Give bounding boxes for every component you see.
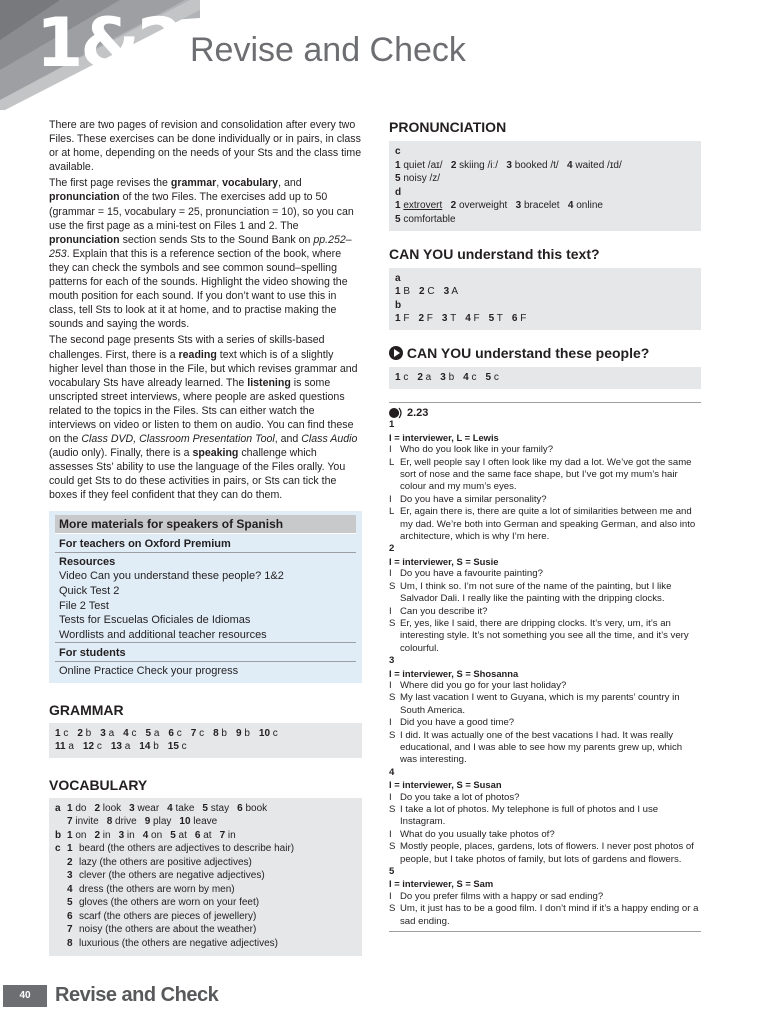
answer-item: 2 in bbox=[94, 829, 111, 841]
answer-item: 5 c bbox=[485, 371, 499, 383]
answer-item: 3 a bbox=[100, 727, 115, 739]
answer-item: 1 F bbox=[395, 313, 410, 325]
answer-item: 1 do bbox=[67, 802, 87, 814]
answer-item: 5 at bbox=[170, 829, 187, 841]
vocabulary-title: VOCABULARY bbox=[49, 776, 148, 793]
answer-item: 15 c bbox=[167, 741, 187, 753]
answer-item: 1 B bbox=[395, 286, 411, 298]
grammar-title: GRAMMAR bbox=[49, 701, 124, 718]
answer-item: 7 invite bbox=[67, 816, 99, 828]
script-line: L Er, again there is, there are quite a lot of similarities between me and my dad. We’re both into German and speaking German, and also into architecture, which is why I’m here. bbox=[389, 506, 696, 543]
intro-paragraph-3: The second page presents Sts with a series of skills-based challenges. First, there is a reading text which is of a slightly higher level than those in the File, but which revises grammar and vocabulary Sts have already learned. The listening is some unscripted street interviews, where people are asked questions related to the topics in the Files. Sts can either watch the interviews on video or listen to them on audio. You can find these on the Class DVD, Classroom Presentation Tool, and Class Audio (audio only). Finally, there is a speaking challenge which assesses Sts’ ability to use the language of the Files orally. You could get Sts to do these activities in pairs, or Sts can tick the boxes if they feel confident that they can do them. bbox=[49, 334, 358, 502]
interview-number: 5 bbox=[389, 866, 395, 878]
answer-item: 2 a bbox=[417, 371, 432, 383]
script-line: S My last vacation I went to Guyana, which is my parents’ country in South America. bbox=[389, 692, 680, 716]
vocabulary-item: 3 clever (the others are negative adjectives) bbox=[67, 870, 265, 882]
resource-item[interactable]: Video Can you understand these people? 1&2 bbox=[59, 570, 284, 583]
answer-item: 4 take bbox=[167, 802, 195, 814]
resource-item[interactable]: Wordlists and additional teacher resources bbox=[59, 628, 267, 641]
vocabulary-item: 1 beard (the others are adjectives to describe hair) bbox=[67, 843, 295, 855]
script-line: I What do you usually take photos of? bbox=[389, 828, 555, 840]
vocabulary-row bbox=[67, 802, 275, 816]
materials-title: More materials for speakers of Spanish bbox=[55, 515, 356, 534]
reading-row bbox=[395, 312, 695, 326]
vocabulary-item: 7 noisy (the others are about the weather) bbox=[67, 924, 257, 936]
vocabulary-key: a 1 do 2 look 3 wear 4 take 5 stay 6 book 7 invite 8 drive 9 play 10 leave b 1 on 2 in 3 in 4 on 5 at 6 at 7 in c 1 beard (the others are adjectives to describe hair) 2 lazy (the others are positive adjectives) 3 clever (the others are negative adjectives) 4 dress (the others are worn by men) 5 gloves (the others are worn on your feet) 6 scarf (the others are pieces of jewellery) 7 noisy (the others are about the weather) 8 luxurious (the others are negative adjectives) bbox=[49, 798, 362, 957]
vocabulary-item: 2 lazy (the others are positive adjectives) bbox=[67, 856, 252, 868]
answer-item: 5 stay bbox=[202, 802, 230, 814]
speaker-key: I = interviewer, L = Lewis bbox=[389, 431, 499, 443]
answer-item: 2 look bbox=[94, 802, 122, 814]
unit-number: 1&2 bbox=[36, 4, 181, 83]
footer-title: Revise and Check bbox=[55, 984, 219, 1006]
answer-item: 13 a bbox=[110, 741, 131, 753]
answer-item: 7 in bbox=[219, 829, 236, 841]
play-icon[interactable] bbox=[389, 346, 403, 360]
speaker-key: I = interviewer, S = Susan bbox=[389, 779, 502, 791]
script-line: S Um, it just has to be a good film. I don’t mind if it’s a happy ending or a sad ending. bbox=[389, 903, 699, 927]
vocabulary-list bbox=[67, 842, 356, 950]
resource-item[interactable]: Tests for Escuelas Oficiales de Idiomas bbox=[59, 614, 251, 627]
answer-item: 3 in bbox=[118, 829, 135, 841]
vocabulary-row bbox=[67, 815, 225, 829]
reading-key: a 1 B 2 C 3 A b 1 F 2 F 3 T 4 F 5 T 6 F bbox=[389, 268, 701, 330]
answer-item: 4 F bbox=[465, 313, 480, 325]
grammar-section bbox=[49, 701, 362, 758]
answer-item: 4 on bbox=[142, 829, 163, 841]
answer-item: 3 wear bbox=[129, 802, 160, 814]
answer-item: 3 A bbox=[443, 286, 459, 298]
answer-item: 2 C bbox=[419, 286, 435, 298]
script-line: S Mostly people, places, gardens, lots of flowers. I never post photos of people, but I take photos of family, but lots of gardens and flowers. bbox=[389, 841, 694, 865]
resources-heading: Resources bbox=[59, 555, 116, 568]
answer-item: 6 book bbox=[237, 802, 268, 814]
answer-item: 2 b bbox=[77, 727, 92, 739]
answer-item: 4 c bbox=[123, 727, 137, 739]
script-line: I Do you have a favourite painting? bbox=[389, 568, 543, 580]
interview-number: 2 bbox=[389, 543, 395, 555]
answer-item: 8 b bbox=[213, 727, 227, 739]
grammar-row bbox=[55, 740, 356, 754]
audio-script bbox=[389, 402, 701, 932]
vocabulary-item: 6 scarf (the others are pieces of jewellery) bbox=[67, 910, 257, 922]
interview-number: 3 bbox=[389, 655, 395, 667]
answer-item: 1 c bbox=[395, 371, 409, 383]
page-title: Revise and Check bbox=[190, 31, 466, 69]
answer-item: 7 c bbox=[190, 727, 205, 739]
audio-track: 2.23 bbox=[389, 407, 701, 419]
answer-item: 8 drive bbox=[106, 816, 137, 828]
speaker-key: I = interviewer, S = Sam bbox=[389, 878, 494, 890]
left-column bbox=[49, 118, 362, 956]
listening-title: CAN YOU understand these people? bbox=[389, 344, 701, 362]
answer-item: 12 c bbox=[82, 741, 102, 753]
script-line: I Who do you look like in your family? bbox=[389, 444, 554, 456]
teachers-heading: For teachers on Oxford Premium bbox=[55, 534, 356, 553]
script-line: I Do you prefer films with a happy or sad ending? bbox=[389, 890, 604, 902]
script-line: I Can you describe it? bbox=[389, 605, 488, 617]
vocabulary-item: 4 dress (the others are worn by men) bbox=[67, 883, 235, 895]
answer-item: 4 c bbox=[463, 371, 477, 383]
vocabulary-item: 5 gloves (the others are worn on your feet) bbox=[67, 897, 260, 909]
resource-item[interactable]: File 2 Test bbox=[59, 599, 109, 612]
answer-item: 2 F bbox=[418, 313, 433, 325]
unit-header bbox=[0, 0, 768, 110]
answer-item: 9 play bbox=[144, 816, 172, 828]
grammar-row bbox=[55, 727, 356, 741]
answer-item: 10 c bbox=[258, 727, 278, 739]
script-line: S Um, I think so. I’m not sure of the name of the painting, but I like Salvador Dali. I really like the painting with the dripping clocks. bbox=[389, 580, 672, 605]
answer-item: 6 F bbox=[511, 313, 527, 325]
answer-item: 9 b bbox=[236, 727, 250, 739]
page-number: 40 bbox=[3, 985, 47, 1007]
grammar-key bbox=[49, 723, 362, 758]
vocabulary-item: 8 luxurious (the others are negative adjectives) bbox=[67, 937, 278, 949]
answer-item: 5 T bbox=[488, 313, 503, 325]
answer-item: 6 c bbox=[168, 727, 182, 739]
answer-item: 11 a bbox=[55, 741, 74, 753]
script-line: I Did you have a good time? bbox=[389, 717, 515, 729]
answer-item: 1 c bbox=[55, 727, 69, 739]
speaker-key: I = interviewer, S = Shosanna bbox=[389, 667, 519, 679]
right-column bbox=[389, 118, 701, 389]
interview-number: 4 bbox=[389, 766, 395, 778]
intro-paragraph-1: There are two pages of revision and consolidation after every two Files. These exercises can be done individually or in pairs, in class or at home, depending on the needs of your Sts and the class time available. bbox=[49, 119, 362, 174]
intro-paragraph-2: The first page revises the grammar, vocabulary, and pronunciation of the two Files. The exercises add up to 50 (grammar = 15, vocabulary = 25, pronunciation = 10), so you can use the first page as a mini-test on Files 1 and 2. The pronunciation section sends Sts to the Sound Bank on pp.252–253. Explain that this is a reference section of the book, where they can check the symbols and see common sound–spelling patterns for each of the sounds. Highlight the video showing the mouth position for each sound. If you don’t want to use this in class, tell Sts to look at it at home, and to practise making the sounds and saying the words. bbox=[49, 177, 354, 331]
script-line: S I did. It was actually one of the best vacations I had. It was really educational, and I was able to see how my parents grew up, which was interesting. bbox=[389, 729, 683, 766]
script-line: S I take a lot of photos. My telephone is full of photos and I use Instagram. bbox=[389, 804, 659, 828]
answer-item: 10 leave bbox=[179, 816, 218, 828]
answer-item: 5 a bbox=[145, 727, 160, 739]
script-line: S Er, yes, like I said, there are dripping clocks. It’s very, um, it’s an interesting style. It’s not something you see all the time, and it’s very colourful. bbox=[389, 617, 689, 654]
answer-item: 1 on bbox=[67, 829, 87, 841]
script-line: L Er, well people say I often look like my dad a lot. We’ve got the same sort of nose and the same face shape, but I’ve got my mum’s hair colour and my mum’s eyes. bbox=[389, 456, 692, 493]
answer-item: 14 b bbox=[139, 741, 159, 753]
script-line: I Do you take a lot of photos? bbox=[389, 791, 520, 803]
pronunciation-title: PRONUNCIATION bbox=[389, 119, 507, 135]
audio-icon[interactable] bbox=[389, 407, 403, 419]
reading-title: CAN YOU understand this text? bbox=[389, 245, 600, 262]
listening-key bbox=[389, 367, 701, 389]
script-line: I Do you have a similar personality? bbox=[389, 493, 547, 505]
vocabulary-section bbox=[49, 776, 362, 957]
resource-item[interactable]: Quick Test 2 bbox=[59, 584, 120, 597]
pronunciation-key: c 1 quiet /aɪ/ 2 skiing /iː/ 3 booked /t/ 4 waited /ɪd/ 5 noisy /z/ d 1 extrovert 2 overweight 3 bracelet 4 online 5 comfortable bbox=[389, 141, 701, 231]
answer-item: 3 T bbox=[441, 313, 457, 325]
interview-number: 1 bbox=[389, 419, 395, 431]
reading-row bbox=[395, 285, 695, 299]
answer-item: 6 at bbox=[194, 829, 212, 841]
vocabulary-row bbox=[67, 829, 244, 843]
answer-item: 3 b bbox=[440, 371, 455, 383]
student-item[interactable]: Online Practice Check your progress bbox=[59, 665, 239, 678]
speaker-key: I = interviewer, S = Susie bbox=[389, 555, 499, 567]
script-line: I Where did you go for your last holiday? bbox=[389, 679, 567, 691]
materials-box bbox=[49, 511, 362, 683]
audio-divider bbox=[389, 931, 701, 932]
students-heading: For students bbox=[55, 642, 356, 662]
